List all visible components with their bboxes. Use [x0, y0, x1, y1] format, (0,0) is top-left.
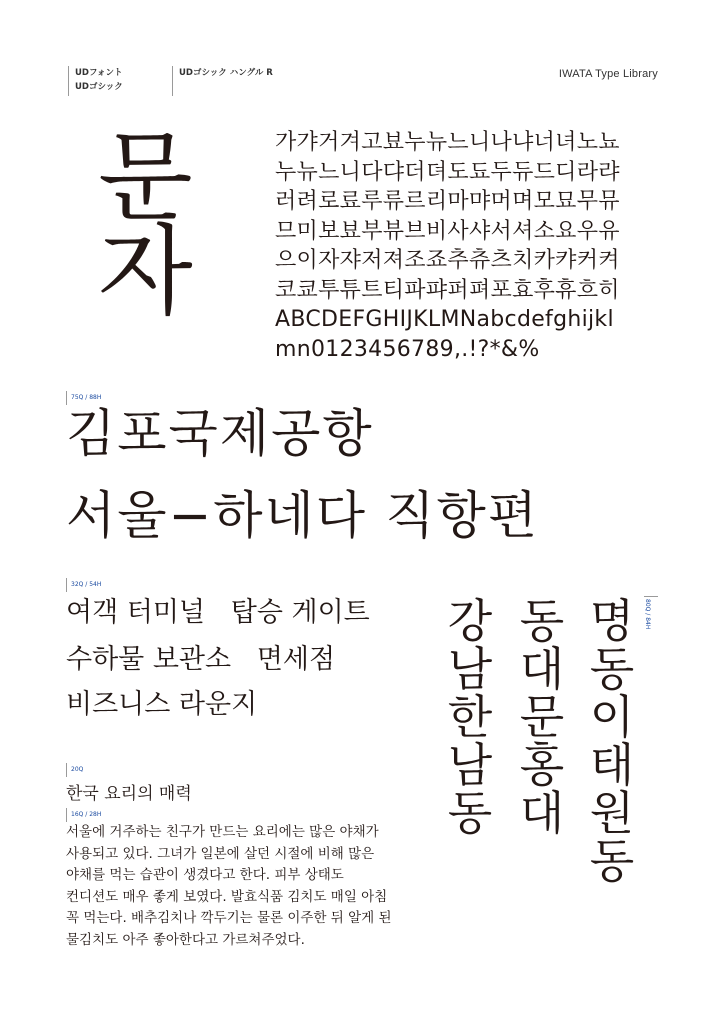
size-tag-75q: 75Q / 88H	[66, 391, 101, 405]
sample-32q-line2: 수하물 보관소 면세점	[66, 644, 336, 675]
header-font-name	[172, 66, 273, 96]
vertical-char: 문	[519, 690, 565, 744]
charset-line: 러려로료루류르리마먀머며모묘무뮤	[275, 189, 620, 214]
sample-75q-line1: 김포국제공항	[66, 405, 374, 464]
paragraph-line: 서울에 거주하는 친구가 만드는 요리에는 많은 야채가	[66, 824, 379, 840]
charset-line: 므미보뵤부뷰브비사샤서셔소요우유	[275, 218, 620, 244]
paragraph-line: 꼭 먹는다. 배추김치나 깍두기는 물론 이주한 뒤 알게 된	[66, 910, 392, 926]
sample-20q-heading: 한국 요리의 매력	[66, 784, 192, 804]
size-tag-20q: 20Q	[66, 763, 83, 777]
size-tag-80q-text: 80Q / 84H	[644, 599, 651, 630]
vertical-char: 남	[447, 642, 493, 696]
specimen-glyph-1: 문	[98, 121, 193, 235]
vertical-char: 명	[589, 594, 635, 648]
paragraph-line: 물김치도 아주 좋아한다고 가르쳐주었다.	[66, 931, 305, 948]
charset-line: mn0123456789,.!?*&%	[275, 336, 540, 362]
paragraph-line: 사용되고 있다. 그녀가 일본에 살던 시절에 비해 많은	[66, 845, 375, 862]
vertical-column-myeongdong	[582, 594, 642, 888]
charset-line: ABCDEFGHIJKLMNabcdefghijkl	[275, 307, 614, 332]
header-font-name-text: UDゴシック ハングル R	[179, 68, 273, 78]
sample-75q-line2: 서울−하네다 직항편	[66, 487, 540, 546]
size-tag-32q: 32Q / 54H	[66, 578, 101, 592]
vertical-char: 강	[447, 594, 493, 648]
vertical-char: 대	[519, 642, 565, 696]
vertical-char: 한	[447, 690, 493, 744]
sample-32q-line1: 여객 터미널 탑승 게이트	[66, 597, 370, 628]
header-family-line2: UDゴシック	[75, 82, 123, 92]
charset-line: 코쿄투튜트티파퍄퍼펴포효후휴흐히	[275, 277, 620, 303]
charset-line: 누뉴느니다댜더뎌도됴두듀드디라랴	[275, 159, 620, 185]
header-library-name: IWATA Type Library	[558, 68, 658, 80]
specimen-glyph-2: 자	[98, 215, 193, 329]
paragraph-line: 야채를 먹는 습관이 생겼다고 한다. 피부 상태도	[66, 867, 344, 883]
vertical-char: 동	[519, 594, 565, 648]
vertical-char: 이	[589, 690, 635, 744]
vertical-char: 동	[447, 786, 493, 840]
vertical-char: 동	[589, 642, 635, 696]
vertical-char: 홍	[519, 738, 565, 792]
sample-32q-line3: 비즈니스 라운지	[66, 689, 258, 720]
vertical-char: 동	[589, 834, 635, 888]
paragraph-line: 컨디션도 매우 좋게 보였다. 발효식품 김치도 매일 아침	[66, 888, 388, 905]
size-tag-16q: 16Q / 28H	[66, 808, 101, 822]
vertical-char: 남	[447, 738, 493, 792]
vertical-char: 원	[589, 786, 635, 840]
header-font-family	[68, 66, 123, 96]
charset-line: 으이자쟈저져조죠추츄츠치카캬커켜	[275, 248, 620, 273]
vertical-char: 태	[589, 738, 635, 792]
vertical-column-dongdaemun	[512, 594, 572, 840]
vertical-char: 대	[519, 786, 565, 840]
size-tag-80q	[644, 596, 658, 655]
sample-16q-paragraph	[66, 822, 416, 951]
header-family-line1: UDフォント	[75, 68, 123, 78]
character-set	[275, 128, 655, 364]
charset-line: 가갸거겨고뵤누뉴느니나냐너녀노뇨	[275, 130, 620, 155]
vertical-column-gangnam	[440, 594, 500, 840]
